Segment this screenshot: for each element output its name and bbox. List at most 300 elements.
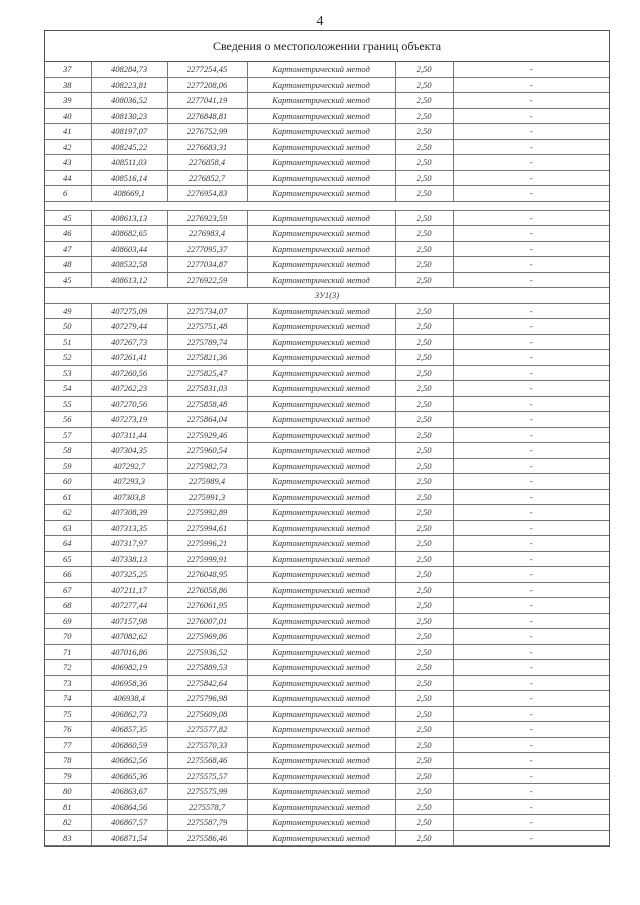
x-coordinate-cell: 408223,81 <box>91 77 167 93</box>
x-coordinate-cell: 406982,19 <box>91 660 167 676</box>
method-cell: Картометрический метод <box>247 124 395 140</box>
accuracy-cell: 2,50 <box>395 489 453 505</box>
point-number-cell: 64 <box>45 536 91 552</box>
x-coordinate-cell: 407317,97 <box>91 536 167 552</box>
method-cell: Картометрический метод <box>247 334 395 350</box>
y-coordinate-cell: 2275578,7 <box>167 799 247 815</box>
y-coordinate-cell: 2276007,01 <box>167 613 247 629</box>
table-row <box>45 365 609 381</box>
note-cell: - <box>453 155 609 171</box>
point-number-cell: 79 <box>45 768 91 784</box>
accuracy-cell: 2,50 <box>395 737 453 753</box>
accuracy-cell: 2,50 <box>395 691 453 707</box>
point-number-cell: 53 <box>45 365 91 381</box>
note-cell: - <box>453 241 609 257</box>
point-number-cell: 83 <box>45 830 91 846</box>
table-row <box>45 613 609 629</box>
method-cell: Картометрический метод <box>247 210 395 226</box>
accuracy-cell: 2,50 <box>395 830 453 846</box>
method-cell: Картометрический метод <box>247 582 395 598</box>
point-number-cell: 45 <box>45 272 91 288</box>
accuracy-cell: 2,50 <box>395 629 453 645</box>
y-coordinate-cell: 2275929,46 <box>167 427 247 443</box>
note-cell: - <box>453 660 609 676</box>
point-number-cell: 70 <box>45 629 91 645</box>
accuracy-cell: 2,50 <box>395 77 453 93</box>
y-coordinate-cell: 2275609,08 <box>167 706 247 722</box>
point-number-cell: 37 <box>45 62 91 77</box>
note-cell: - <box>453 272 609 288</box>
accuracy-cell: 2,50 <box>395 350 453 366</box>
method-cell: Картометрический метод <box>247 768 395 784</box>
accuracy-cell: 2,50 <box>395 753 453 769</box>
note-cell: - <box>453 443 609 459</box>
method-cell: Картометрический метод <box>247 108 395 124</box>
point-number-cell: 63 <box>45 520 91 536</box>
x-coordinate-cell: 407338,13 <box>91 551 167 567</box>
table-row <box>45 108 609 124</box>
method-cell: Картометрический метод <box>247 799 395 815</box>
x-coordinate-cell: 407303,8 <box>91 489 167 505</box>
point-number-cell: 51 <box>45 334 91 350</box>
x-coordinate-cell: 407267,73 <box>91 334 167 350</box>
note-cell: - <box>453 830 609 846</box>
table-row <box>45 567 609 583</box>
table-row <box>45 350 609 366</box>
point-number-cell: 42 <box>45 139 91 155</box>
note-cell: - <box>453 170 609 186</box>
y-coordinate-cell: 2275570,33 <box>167 737 247 753</box>
method-cell: Картометрический метод <box>247 675 395 691</box>
y-coordinate-cell: 2275825,47 <box>167 365 247 381</box>
note-cell: - <box>453 505 609 521</box>
x-coordinate-cell: 407270,56 <box>91 396 167 412</box>
method-cell: Картометрический метод <box>247 226 395 242</box>
accuracy-cell: 2,50 <box>395 334 453 350</box>
point-number-cell: 52 <box>45 350 91 366</box>
note-cell: - <box>453 427 609 443</box>
accuracy-cell: 2,50 <box>395 520 453 536</box>
note-cell: - <box>453 489 609 505</box>
method-cell: Картометрический метод <box>247 784 395 800</box>
accuracy-cell: 2,50 <box>395 412 453 428</box>
table-row <box>45 334 609 350</box>
accuracy-cell: 2,50 <box>395 660 453 676</box>
accuracy-cell: 2,50 <box>395 186 453 202</box>
point-number-cell: 58 <box>45 443 91 459</box>
point-number-cell: 81 <box>45 799 91 815</box>
x-coordinate-cell: 408603,44 <box>91 241 167 257</box>
note-cell: - <box>453 551 609 567</box>
accuracy-cell: 2,50 <box>395 644 453 660</box>
x-coordinate-cell: 407277,44 <box>91 598 167 614</box>
accuracy-cell: 2,50 <box>395 551 453 567</box>
point-number-cell: 44 <box>45 170 91 186</box>
x-coordinate-cell: 408130,23 <box>91 108 167 124</box>
point-number-cell: 47 <box>45 241 91 257</box>
point-number-cell: 69 <box>45 613 91 629</box>
method-cell: Картометрический метод <box>247 660 395 676</box>
point-number-cell: 72 <box>45 660 91 676</box>
y-coordinate-cell: 2276858,4 <box>167 155 247 171</box>
note-cell: - <box>453 567 609 583</box>
spacer-cell <box>45 201 609 210</box>
x-coordinate-cell: 406958,36 <box>91 675 167 691</box>
method-cell: Картометрический метод <box>247 722 395 738</box>
y-coordinate-cell: 2275982,73 <box>167 458 247 474</box>
note-cell: - <box>453 77 609 93</box>
method-cell: Картометрический метод <box>247 830 395 846</box>
table-row <box>45 458 609 474</box>
accuracy-cell: 2,50 <box>395 443 453 459</box>
note-cell: - <box>453 226 609 242</box>
accuracy-cell: 2,50 <box>395 784 453 800</box>
x-coordinate-cell: 408516,14 <box>91 170 167 186</box>
note-cell: - <box>453 412 609 428</box>
method-cell: Картометрический метод <box>247 474 395 490</box>
accuracy-cell: 2,50 <box>395 768 453 784</box>
table-row <box>45 691 609 707</box>
point-number-cell: 61 <box>45 489 91 505</box>
method-cell: Картометрический метод <box>247 381 395 397</box>
point-number-cell: 45 <box>45 210 91 226</box>
section-label: 3У1(3) <box>45 288 609 304</box>
note-cell: - <box>453 675 609 691</box>
accuracy-cell: 2,50 <box>395 458 453 474</box>
accuracy-cell: 2,50 <box>395 706 453 722</box>
y-coordinate-cell: 2276922,59 <box>167 272 247 288</box>
note-cell: - <box>453 582 609 598</box>
method-cell: Картометрический метод <box>247 257 395 273</box>
method-cell: Картометрический метод <box>247 170 395 186</box>
boundary-table-frame <box>44 30 610 847</box>
method-cell: Картометрический метод <box>247 706 395 722</box>
method-cell: Картометрический метод <box>247 536 395 552</box>
x-coordinate-cell: 406860,59 <box>91 737 167 753</box>
point-number-cell: 71 <box>45 644 91 660</box>
x-coordinate-cell: 407273,19 <box>91 412 167 428</box>
accuracy-cell: 2,50 <box>395 427 453 443</box>
table-row <box>45 210 609 226</box>
method-cell: Картометрический метод <box>247 427 395 443</box>
method-cell: Картометрический метод <box>247 458 395 474</box>
table-row <box>45 77 609 93</box>
note-cell: - <box>453 520 609 536</box>
x-coordinate-cell: 406871,54 <box>91 830 167 846</box>
y-coordinate-cell: 2277041,19 <box>167 93 247 109</box>
method-cell: Картометрический метод <box>247 489 395 505</box>
note-cell: - <box>453 737 609 753</box>
method-cell: Картометрический метод <box>247 350 395 366</box>
x-coordinate-cell: 407260,56 <box>91 365 167 381</box>
table-row <box>45 505 609 521</box>
y-coordinate-cell: 2277095,37 <box>167 241 247 257</box>
table-row <box>45 551 609 567</box>
x-coordinate-cell: 407313,35 <box>91 520 167 536</box>
x-coordinate-cell: 406864,56 <box>91 799 167 815</box>
note-cell: - <box>453 334 609 350</box>
note-cell: - <box>453 815 609 831</box>
y-coordinate-cell: 2275858,48 <box>167 396 247 412</box>
table-row <box>45 319 609 335</box>
table-row <box>45 675 609 691</box>
method-cell: Картометрический метод <box>247 691 395 707</box>
note-cell: - <box>453 186 609 202</box>
note-cell: - <box>453 381 609 397</box>
y-coordinate-cell: 2275796,98 <box>167 691 247 707</box>
point-number-cell: 75 <box>45 706 91 722</box>
note-cell: - <box>453 613 609 629</box>
y-coordinate-cell: 2275789,74 <box>167 334 247 350</box>
table-row <box>45 381 609 397</box>
point-number-cell: 65 <box>45 551 91 567</box>
point-number-cell: 60 <box>45 474 91 490</box>
method-cell: Картометрический метод <box>247 551 395 567</box>
table-row <box>45 706 609 722</box>
table-row <box>45 660 609 676</box>
y-coordinate-cell: 2276954,83 <box>167 186 247 202</box>
y-coordinate-cell: 2275831,03 <box>167 381 247 397</box>
y-coordinate-cell: 2275864,04 <box>167 412 247 428</box>
note-cell: - <box>453 93 609 109</box>
y-coordinate-cell: 2275992,89 <box>167 505 247 521</box>
table-row <box>45 474 609 490</box>
table-row <box>45 536 609 552</box>
x-coordinate-cell: 407262,23 <box>91 381 167 397</box>
note-cell: - <box>453 365 609 381</box>
note-cell: - <box>453 319 609 335</box>
point-number-cell: 59 <box>45 458 91 474</box>
x-coordinate-cell: 407275,09 <box>91 303 167 319</box>
method-cell: Картометрический метод <box>247 396 395 412</box>
y-coordinate-cell: 2277034,87 <box>167 257 247 273</box>
note-cell: - <box>453 458 609 474</box>
y-coordinate-cell: 2276983,4 <box>167 226 247 242</box>
method-cell: Картометрический метод <box>247 272 395 288</box>
coordinates-table <box>45 62 609 846</box>
note-cell: - <box>453 768 609 784</box>
note-cell: - <box>453 396 609 412</box>
table-row <box>45 520 609 536</box>
method-cell: Картометрический метод <box>247 629 395 645</box>
table-row <box>45 644 609 660</box>
y-coordinate-cell: 2275889,53 <box>167 660 247 676</box>
accuracy-cell: 2,50 <box>395 108 453 124</box>
point-number-cell: 76 <box>45 722 91 738</box>
table-row <box>45 830 609 846</box>
accuracy-cell: 2,50 <box>395 226 453 242</box>
x-coordinate-cell: 407325,25 <box>91 567 167 583</box>
note-cell: - <box>453 210 609 226</box>
method-cell: Картометрический метод <box>247 567 395 583</box>
y-coordinate-cell: 2275936,52 <box>167 644 247 660</box>
x-coordinate-cell: 408613,12 <box>91 272 167 288</box>
accuracy-cell: 2,50 <box>395 139 453 155</box>
point-number-cell: 43 <box>45 155 91 171</box>
note-cell: - <box>453 108 609 124</box>
point-number-cell: 38 <box>45 77 91 93</box>
x-coordinate-cell: 406862,56 <box>91 753 167 769</box>
table-row <box>45 62 609 77</box>
table-row <box>45 815 609 831</box>
method-cell: Картометрический метод <box>247 93 395 109</box>
x-coordinate-cell: 408245,22 <box>91 139 167 155</box>
method-cell: Картометрический метод <box>247 815 395 831</box>
table-row <box>45 629 609 645</box>
note-cell: - <box>453 62 609 77</box>
point-number-cell: 67 <box>45 582 91 598</box>
y-coordinate-cell: 2276048,95 <box>167 567 247 583</box>
note-cell: - <box>453 303 609 319</box>
y-coordinate-cell: 2275999,91 <box>167 551 247 567</box>
x-coordinate-cell: 407082,62 <box>91 629 167 645</box>
method-cell: Картометрический метод <box>247 753 395 769</box>
method-cell: Картометрический метод <box>247 186 395 202</box>
point-number-cell: 73 <box>45 675 91 691</box>
table-row <box>45 303 609 319</box>
note-cell: - <box>453 257 609 273</box>
table-row <box>45 768 609 784</box>
point-number-cell: 41 <box>45 124 91 140</box>
y-coordinate-cell: 2275575,99 <box>167 784 247 800</box>
method-cell: Картометрический метод <box>247 613 395 629</box>
note-cell: - <box>453 629 609 645</box>
table-row <box>45 784 609 800</box>
x-coordinate-cell: 408284,73 <box>91 62 167 77</box>
table-row <box>45 124 609 140</box>
table-row <box>45 753 609 769</box>
method-cell: Картометрический метод <box>247 77 395 93</box>
y-coordinate-cell: 2275734,07 <box>167 303 247 319</box>
y-coordinate-cell: 2275991,3 <box>167 489 247 505</box>
table-row <box>45 241 609 257</box>
point-number-cell: 56 <box>45 412 91 428</box>
y-coordinate-cell: 2276061,95 <box>167 598 247 614</box>
table-title: Сведения о местоположении границ объекта <box>45 31 609 62</box>
page-number: 4 <box>316 14 324 29</box>
x-coordinate-cell: 407308,39 <box>91 505 167 521</box>
method-cell: Картометрический метод <box>247 365 395 381</box>
y-coordinate-cell: 2275586,46 <box>167 830 247 846</box>
accuracy-cell: 2,50 <box>395 675 453 691</box>
accuracy-cell: 2,50 <box>395 722 453 738</box>
y-coordinate-cell: 2275575,57 <box>167 768 247 784</box>
point-number-cell: 6 <box>45 186 91 202</box>
point-number-cell: 68 <box>45 598 91 614</box>
point-number-cell: 39 <box>45 93 91 109</box>
method-cell: Картометрический метод <box>247 520 395 536</box>
accuracy-cell: 2,50 <box>395 536 453 552</box>
method-cell: Картометрический метод <box>247 303 395 319</box>
table-row <box>45 257 609 273</box>
y-coordinate-cell: 2275969,86 <box>167 629 247 645</box>
x-coordinate-cell: 407293,3 <box>91 474 167 490</box>
method-cell: Картометрический метод <box>247 644 395 660</box>
x-coordinate-cell: 408669,1 <box>91 186 167 202</box>
x-coordinate-cell: 408613,13 <box>91 210 167 226</box>
point-number-cell: 74 <box>45 691 91 707</box>
y-coordinate-cell: 2275568,46 <box>167 753 247 769</box>
x-coordinate-cell: 406863,67 <box>91 784 167 800</box>
y-coordinate-cell: 2275989,4 <box>167 474 247 490</box>
method-cell: Картометрический метод <box>247 62 395 77</box>
accuracy-cell: 2,50 <box>395 582 453 598</box>
y-coordinate-cell: 2276852,7 <box>167 170 247 186</box>
table-row <box>45 443 609 459</box>
x-coordinate-cell: 407016,86 <box>91 644 167 660</box>
y-coordinate-cell: 2275960,54 <box>167 443 247 459</box>
table-row <box>45 799 609 815</box>
method-cell: Картометрический метод <box>247 139 395 155</box>
accuracy-cell: 2,50 <box>395 124 453 140</box>
table-row <box>45 186 609 202</box>
y-coordinate-cell: 2277254,45 <box>167 62 247 77</box>
point-number-cell: 48 <box>45 257 91 273</box>
y-coordinate-cell: 2275587,79 <box>167 815 247 831</box>
x-coordinate-cell: 408682,65 <box>91 226 167 242</box>
note-cell: - <box>453 722 609 738</box>
y-coordinate-cell: 2275751,48 <box>167 319 247 335</box>
y-coordinate-cell: 2277208,06 <box>167 77 247 93</box>
accuracy-cell: 2,50 <box>395 381 453 397</box>
point-number-cell: 62 <box>45 505 91 521</box>
method-cell: Картометрический метод <box>247 598 395 614</box>
note-cell: - <box>453 706 609 722</box>
y-coordinate-cell: 2276848,81 <box>167 108 247 124</box>
x-coordinate-cell: 407304,35 <box>91 443 167 459</box>
table-row <box>45 272 609 288</box>
note-cell: - <box>453 474 609 490</box>
note-cell: - <box>453 139 609 155</box>
table-row <box>45 598 609 614</box>
point-number-cell: 49 <box>45 303 91 319</box>
y-coordinate-cell: 2276683,31 <box>167 139 247 155</box>
note-cell: - <box>453 799 609 815</box>
table-row <box>45 139 609 155</box>
point-number-cell: 50 <box>45 319 91 335</box>
note-cell: - <box>453 644 609 660</box>
accuracy-cell: 2,50 <box>395 799 453 815</box>
point-number-cell: 78 <box>45 753 91 769</box>
method-cell: Картометрический метод <box>247 319 395 335</box>
x-coordinate-cell: 407211,17 <box>91 582 167 598</box>
x-coordinate-cell: 406865,36 <box>91 768 167 784</box>
accuracy-cell: 2,50 <box>395 815 453 831</box>
y-coordinate-cell: 2275821,36 <box>167 350 247 366</box>
point-number-cell: 46 <box>45 226 91 242</box>
x-coordinate-cell: 406938,4 <box>91 691 167 707</box>
method-cell: Картометрический метод <box>247 505 395 521</box>
point-number-cell: 80 <box>45 784 91 800</box>
point-number-cell: 66 <box>45 567 91 583</box>
accuracy-cell: 2,50 <box>395 241 453 257</box>
accuracy-cell: 2,50 <box>395 598 453 614</box>
x-coordinate-cell: 407311,44 <box>91 427 167 443</box>
accuracy-cell: 2,50 <box>395 62 453 77</box>
note-cell: - <box>453 753 609 769</box>
x-coordinate-cell: 408511,03 <box>91 155 167 171</box>
note-cell: - <box>453 350 609 366</box>
accuracy-cell: 2,50 <box>395 365 453 381</box>
accuracy-cell: 2,50 <box>395 272 453 288</box>
method-cell: Картометрический метод <box>247 443 395 459</box>
table-row <box>45 412 609 428</box>
table-row <box>45 722 609 738</box>
accuracy-cell: 2,50 <box>395 319 453 335</box>
note-cell: - <box>453 784 609 800</box>
y-coordinate-cell: 2276058,86 <box>167 582 247 598</box>
note-cell: - <box>453 691 609 707</box>
